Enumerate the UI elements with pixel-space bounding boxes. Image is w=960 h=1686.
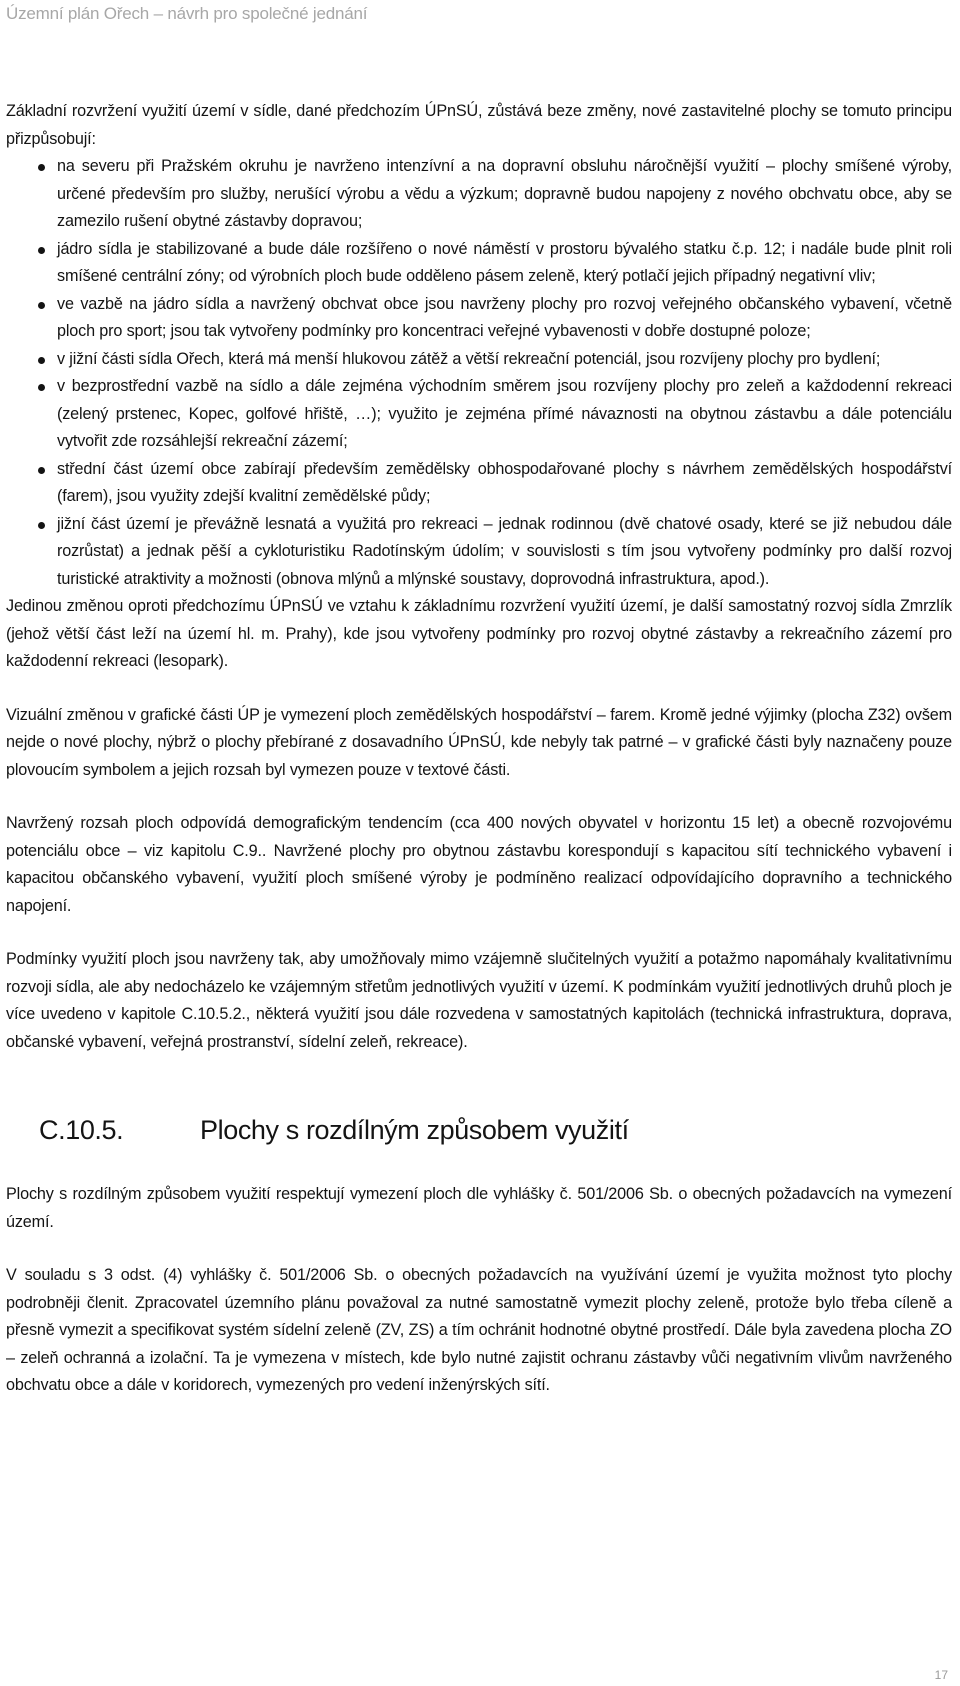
intro-paragraph: Základní rozvržení využití území v sídle, dané předchozím ÚPnSÚ, zůstává beze změny, nové zastavitelné plochy se tomuto principu přizpůsobují: bbox=[6, 102, 952, 148]
page-header: Územní plán Ořech – návrh pro společné jednání bbox=[6, 4, 368, 23]
body-paragraph: Vizuální změnou v grafické části ÚP je vymezení ploch zemědělských hospodářství – farem. Kromě jedné výjimky (plocha Z32) ovšem nejde o nové plochy, nýbrž o plochy přebírané z dosavadního ÚPnSÚ, kde nebyly tak patrné – v grafické části byly naznačeny pouze plovoucím symbolem a jejich rozsah byl vymezen pouze v textové části. bbox=[6, 705, 952, 779]
section-title: Plochy s rozdílným způsobem využití bbox=[200, 1115, 629, 1145]
list-item: ve vazbě na jádro sídla a navržený obchvat obce jsou navrženy plochy pro rozvoj veřejného občanského vybavení, včetně ploch pro sport; jsou tak vytvořeny podmínky pro koncentraci veřejné vybavenosti v dobře dostupné poloze; bbox=[6, 291, 952, 346]
list-item: na severu při Pražském okruhu je navrženo intenzívní a na dopravní obsluhu náročnější využití – plochy smíšené výroby, určené především pro služby, nerušící výrobu a vědu a výzkum; dopravně budou napojeny z nového obchvatu obce, aby se zamezilo rušení obytné zástavby dopravou; bbox=[6, 153, 952, 236]
section-heading bbox=[6, 1114, 952, 1146]
list-item: v bezprostřední vazbě na sídlo a dále zejména východním směrem jsou rozvíjeny plochy pro zeleň a každodenní rekreaci (zelený prstenec, Kopec, golfové hřiště, …); využito je zejména přímé návaznosti na obytnou zástavbu a dále potenciálu vytvořit zde rozsáhlejší rekreační zázemí; bbox=[6, 373, 952, 456]
section-number: C.10.5. bbox=[39, 1115, 124, 1145]
list-item: střední část území obce zabírají především zemědělsky obhospodařované plochy s návrhem zemědělských hospodářství (farem), jsou využity zdejší kvalitní zemědělské půdy; bbox=[6, 456, 952, 511]
body-paragraph: Navržený rozsah ploch odpovídá demografickým tendencím (cca 400 nových obyvatel v horizontu 15 let) a obecně rozvojovému potenciálu obce – viz kapitolu C.9.. Navržené plochy pro obytnou zástavbu korespondují s kapacitou sítí technického vybavení i kapacitou občanského vybavení, využití ploch smíšené výroby je podmíněno realizací odpovídajícího dopravního a technického napojení. bbox=[6, 814, 952, 915]
body-paragraph: Plochy s rozdílným způsobem využití respektují vymezení ploch dle vyhlášky č. 501/2006 Sb. o obecných požadavcích na vymezení území. bbox=[6, 1185, 952, 1231]
page-number: 17 bbox=[934, 1668, 948, 1682]
document-body bbox=[6, 98, 952, 1400]
body-paragraph: Podmínky využití ploch jsou navrženy tak, aby umožňovaly mimo vzájemně slučitelných využití a potažmo napomáhaly kvalitativnímu rozvoji sídla, ale aby nedocházelo ke vzájemným střetům jednotlivých využití v území. K podmínkám využití jednotlivých druhů ploch je více uvedeno v kapitole C.10.5.2., některá využití jsou dále rozvedena v samostatných kapitolách (technická infrastruktura, doprava, občanské vybavení, veřejná prostranství, sídelní zeleň, rekreace). bbox=[6, 950, 952, 1051]
list-item: jižní část území je převážně lesnatá a využitá pro rekreaci – jednak rodinnou (dvě chatové osady, které se již nebudou dále rozrůstat) a jednak pěší a cykloturistiku Radotínským údolím; v souvislosti s tím jsou vytvořeny podmínky pro další rozvoj turistické atraktivity a možnosti (obnova mlýnů a mlýnské soustavy, doprovodná infrastruktura, apod.). bbox=[6, 511, 952, 594]
list-item: jádro sídla je stabilizované a bude dále rozšířeno o nové náměstí v prostoru bývalého statku č.p. 12; i nadále bude plnit roli smíšené centrální zóny; od výrobních ploch bude odděleno pásem zeleně, který potlačí jejich případný negativní vliv; bbox=[6, 236, 952, 291]
body-paragraph: V souladu s 3 odst. (4) vyhlášky č. 501/2006 Sb. o obecných požadavcích na využívání území je využita možnost tyto plochy podrobněji členit. Zpracovatel územního plánu považoval za nutné samostatně vymezit plochy zeleně, protože bylo třeba cíleně a přesně vymezit a specifikovat systém sídelní zeleně (ZV, ZS) a tím ochránit hodnotné obytné prostředí. Dále byla zavedena plocha ZO – zeleň ochranná a izolační. Ta je vymezena v místech, kde bylo nutné zajistit ochranu zástavby vůči negativním vlivům navrženého obchvatu obce a dále v koridorech, vymezených pro vedení inženýrských sítí. bbox=[6, 1266, 952, 1394]
body-paragraph: Jedinou změnou oproti předchozímu ÚPnSÚ ve vztahu k základnímu rozvržení využití území, je další samostatný rozvoj sídla Zmrzlík (jehož větší část leží na území hl. m. Prahy), kde jsou vytvořeny podmínky pro rozvoj obytné zástavby a rekreačního zázemí pro každodenní rekreaci (lesopark). bbox=[6, 597, 952, 670]
list-item: v jižní části sídla Ořech, která má menší hlukovou zátěž a větší rekreační potenciál, jsou rozvíjeny plochy pro bydlení; bbox=[6, 346, 952, 374]
bullet-list bbox=[6, 153, 952, 593]
